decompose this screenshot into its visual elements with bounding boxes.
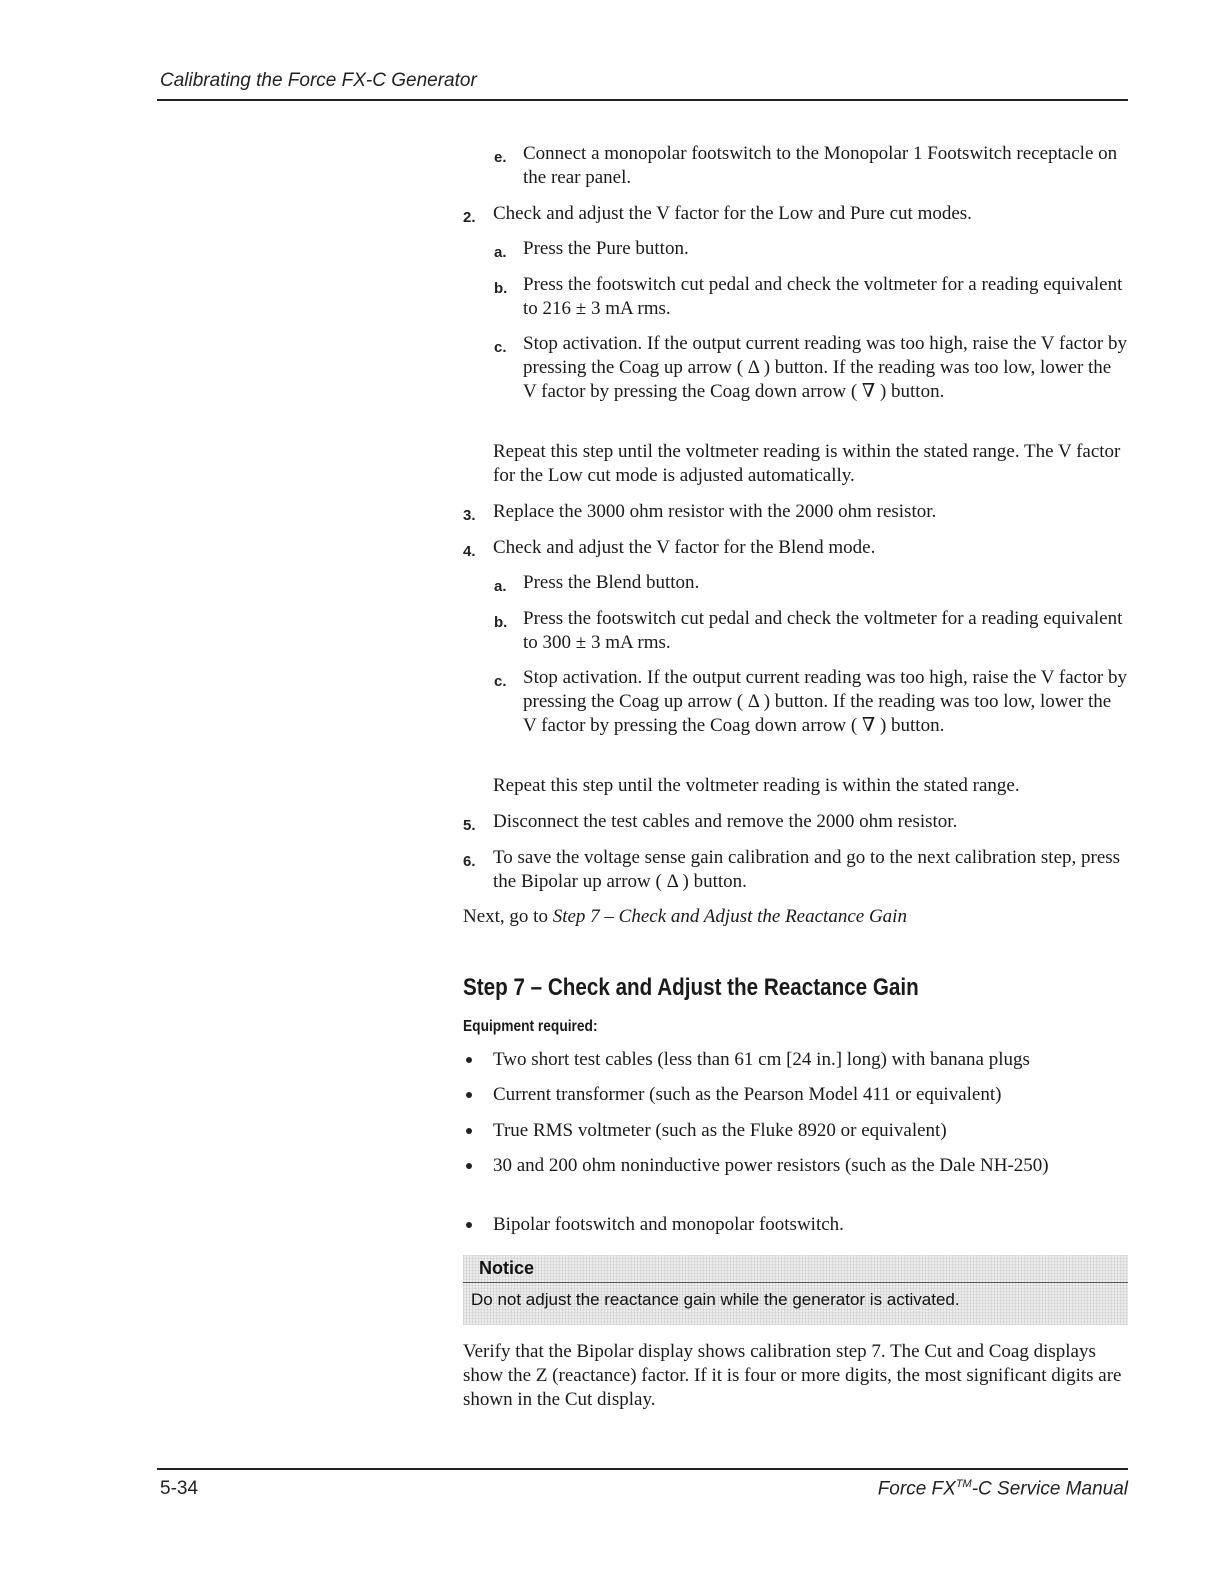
running-header: Calibrating the Force FX-C Generator (160, 70, 477, 91)
step-marker-4b: b. (494, 614, 508, 631)
step-marker-e: e. (494, 149, 507, 166)
step-2-repeat-note: Repeat this step until the voltmeter reading is within the stated range. The V factor for the Low cut mode is adjusted automatically. (493, 441, 1121, 486)
step-2-text: Check and adjust the V factor for the Low and Pure cut modes. (493, 203, 972, 224)
equipment-item: Current transformer (such as the Pearson Model 411 or equivalent) (493, 1084, 1002, 1105)
equipment-item: Two short test cables (less than 61 cm [24 in.] long) with banana plugs (493, 1049, 1030, 1070)
step-2b-text: Press the footswitch cut pedal and check the voltmeter for a reading equivalent to 216 ± 3 mA rms. (523, 274, 1123, 319)
bullet-icon (466, 1163, 472, 1169)
notice-box (463, 1255, 1128, 1325)
equipment-item: True RMS voltmeter (such as the Fluke 8920 or equivalent) (493, 1120, 947, 1141)
verify-paragraph: Verify that the Bipolar display shows calibration step 7. The Cut and Coag displays show the Z (reactance) factor. If it is four or more digits, the most significant digits are shown in the Cut display. (463, 1341, 1122, 1410)
step-marker-3: 3. (463, 507, 476, 524)
manual-title (878, 1478, 1128, 1500)
footer-rule (157, 1468, 1128, 1470)
page-number: 5-34 (160, 1478, 199, 1499)
step-4c-text: Stop activation. If the output current reading was too high, raise the V factor by pressing the Coag up arrow ( Δ ) button. If the reading was too low, lower the V factor by pressing the Coag down arrow ( ∇ ) button. (523, 667, 1127, 736)
notice-rule (463, 1282, 1128, 1283)
step-5-text: Disconnect the test cables and remove the 2000 ohm resistor. (493, 811, 958, 832)
notice-title: Notice (479, 1258, 535, 1278)
bullet-icon (466, 1128, 472, 1134)
step-marker-4: 4. (463, 543, 476, 560)
manual-title-suffix: -C Service Manual (971, 1478, 1128, 1500)
step-marker-2c: c. (494, 339, 507, 356)
step-4-repeat-note: Repeat this step until the voltmeter reading is within the stated range. (493, 775, 1020, 796)
step-4b-text: Press the footswitch cut pedal and check the voltmeter for a reading equivalent to 300 ± 3 mA rms. (523, 608, 1123, 653)
equipment-item: Bipolar footswitch and monopolar footswitch. (493, 1214, 844, 1235)
bullet-icon (466, 1222, 472, 1228)
step-6-text: To save the voltage sense gain calibration and go to the next calibration step, press the Bipolar up arrow ( Δ ) button. (493, 847, 1121, 892)
next-prefix: Next, go to (463, 906, 553, 927)
step-marker-2: 2. (463, 209, 476, 226)
step-marker-2b: b. (494, 280, 508, 297)
manual-title-prefix: Force FX (877, 1478, 956, 1500)
step-marker-2a: a. (494, 244, 507, 261)
next-step-link[interactable]: Step 7 – Check and Adjust the Reactance Gain (552, 906, 907, 927)
bullet-icon (466, 1057, 472, 1063)
next-step-line (463, 905, 1128, 929)
step-marker-5: 5. (463, 817, 476, 834)
bullet-icon (466, 1092, 472, 1098)
step-2c-text: Stop activation. If the output current reading was too high, raise the V factor by pressing the Coag up arrow ( Δ ) button. If the reading was too low, lower the V factor by pressing the Coag down arrow ( ∇ ) button. (523, 333, 1127, 402)
step-marker-6: 6. (463, 853, 476, 870)
step-4-text: Check and adjust the V factor for the Blend mode. (493, 537, 876, 558)
trademark-mark: TM (955, 1478, 972, 1490)
step-4a-text: Press the Blend button. (523, 572, 700, 593)
equipment-label: Equipment required: (463, 1018, 598, 1035)
notice-text: Do not adjust the reactance gain while the generator is activated. (471, 1290, 960, 1309)
section-heading: Step 7 – Check and Adjust the Reactance Gain (463, 974, 919, 1001)
equipment-item: 30 and 200 ohm noninductive power resistors (such as the Dale NH-250) (493, 1155, 1049, 1176)
step-marker-4c: c. (494, 673, 507, 690)
step-3-text: Replace the 3000 ohm resistor with the 2000 ohm resistor. (493, 501, 937, 522)
step-e-text: Connect a monopolar footswitch to the Monopolar 1 Footswitch receptacle on the rear panel. (523, 143, 1118, 188)
step-marker-4a: a. (494, 578, 507, 595)
step-2a-text: Press the Pure button. (523, 238, 689, 259)
header-rule (157, 99, 1128, 101)
